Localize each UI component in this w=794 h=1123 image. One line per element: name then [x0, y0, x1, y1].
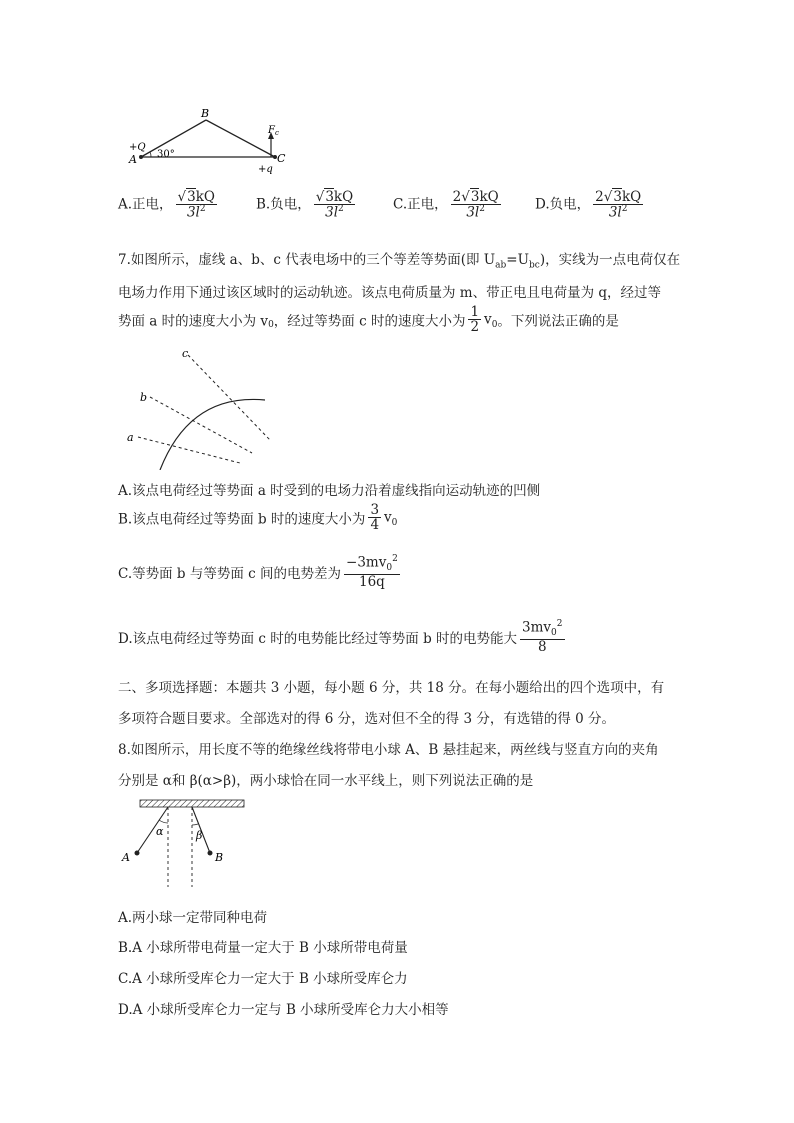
q8-option-B[interactable]: B.A 小球所带电荷量一定大于 B 小球所带电荷量 [118, 940, 408, 956]
q6-option-D[interactable]: D.负电， $\frac{2√3kQ}{3l^2}$ [535, 189, 642, 221]
label-ball-B: B [215, 851, 224, 864]
label-plusq: +q [258, 164, 273, 175]
q8-stem-line1: 8.如图所示，用长度不等的绝缘丝线将带电小球 A、B 悬挂起来，两丝线与竖直方向的夹角 [118, 742, 659, 758]
section2-intro-line2: 多项符合题目要求。全部选对的得 6 分，选对但不全的得 3 分，有选错的得 0 分。 [118, 711, 616, 727]
q8-pendulum-figure [118, 795, 258, 895]
label-alpha: α [156, 825, 164, 838]
label-plusQ: +Q [129, 142, 146, 153]
label-Fc: $F_c$ [268, 125, 279, 137]
q8-stem-line2: 分别是 α和 β(α>β)，两小球恰在同一水平线上，则下列说法正确的是 [118, 773, 534, 789]
q7-stem-line1: 7.如图所示，虚线 a、b、c 代表电场中的三个等差等势面(即 $U_{ab}=U_{bc}$)，实线为一点电荷仅在 [118, 252, 681, 271]
label-ball-A: A [122, 851, 130, 864]
label-beta: β [196, 829, 203, 842]
q7-option-D[interactable]: D.该点电荷经过等势面 c 时的电势能比经过等势面 b 时的电势能大 $\frac{3mv_0^2}{8}$ [118, 619, 563, 655]
q6-option-C[interactable]: C.正电， $\frac{2√3kQ}{3l^2}$ [393, 189, 499, 221]
q7-option-C[interactable]: C.等势面 b 与等势面 c 间的电势差为 $\frac{-3mv_0^2}{16q}$ [118, 554, 398, 590]
q7-stem-line2: 电场力作用下通过该区域时的运动轨迹。该点电荷质量为 m、带正电且电荷量为 q，经过等 [118, 285, 662, 301]
label-angle: 30° [157, 149, 175, 160]
label-A: A [129, 153, 137, 166]
q6-option-B[interactable]: B.负电， $\frac{√3kQ}{3l^2}$ [256, 189, 354, 221]
q8-option-D[interactable]: D.A 小球所受库仑力一定与 B 小球所受库仑力大小相等 [118, 1002, 449, 1018]
label-b: b [140, 391, 148, 404]
label-C: C [277, 152, 286, 165]
q7-equipotential-figure [120, 345, 280, 470]
section2-intro-line1: 二、多项选择题：本题共 3 小题，每小题 6 分，共 18 分。在每小题给出的四个选项中，有 [118, 680, 665, 696]
q6-triangle-figure [125, 100, 295, 180]
q7-stem-line3: 势面 a 时的速度大小为 $v_0$，经过等势面 c 时的速度大小为 $\frac{1}{2}$ $v_0$。下列说法正确的是 [118, 304, 619, 336]
q8-option-A[interactable]: A.两小球一定带同种电荷 [118, 910, 268, 926]
label-a: a [127, 431, 134, 444]
label-B: B [201, 107, 210, 120]
q8-option-C[interactable]: C.A 小球所受库仑力一定大于 B 小球所受库仑力 [118, 971, 408, 987]
q7-option-A[interactable]: A.该点电荷经过等势面 a 时受到的电场力沿着虚线指向运动轨迹的凹侧 [118, 483, 541, 499]
q6-option-A[interactable]: A.正电， $\frac{√3kQ}{3l^2}$ [118, 189, 215, 221]
q7-option-B[interactable]: B.该点电荷经过等势面 b 时的速度大小为 $\frac{3}{4}$ $v_0$ [118, 502, 398, 534]
label-c: c [182, 347, 189, 360]
